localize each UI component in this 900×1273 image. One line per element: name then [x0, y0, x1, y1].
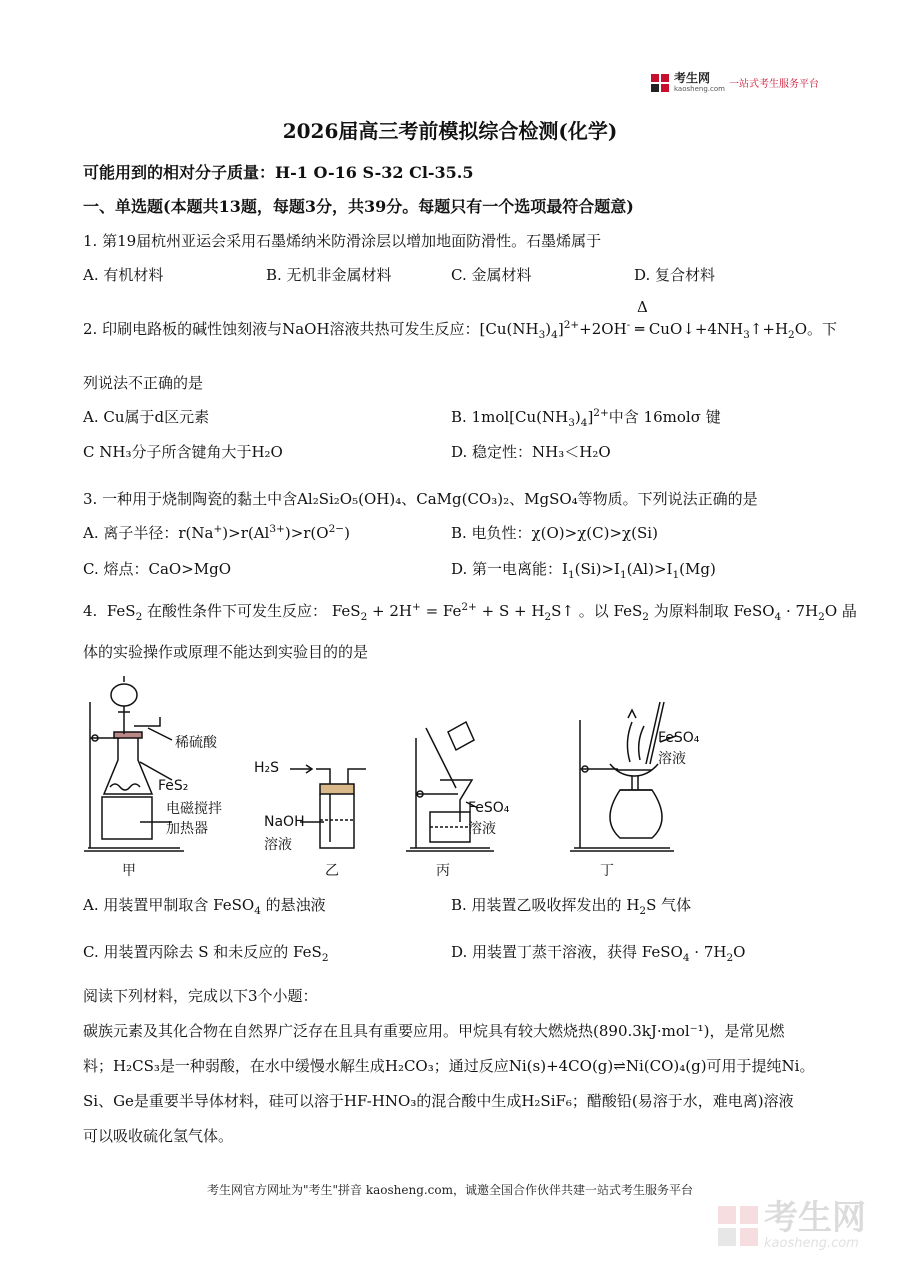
q2-option-b: B. $1mol[Cu(NH_3)_4]^{2+}$中含 16molσ 键	[451, 407, 721, 429]
passage-line-1: 碳族元素及其化合物在自然界广泛存在且具有重要应用。甲烷具有较大燃烧热(890.3kJ·mol⁻¹)，是常见燃	[83, 1022, 785, 1040]
q2-stem	[83, 298, 838, 341]
watermark-url: kaosheng.com	[764, 1236, 859, 1251]
label-stirrer-1: 电磁搅拌	[166, 801, 222, 817]
kaosheng-logo-icon	[651, 74, 671, 92]
caption-ding: 丁	[600, 863, 614, 879]
q4-stem: 4. FeS$_2$ 在酸性条件下可发生反应： $FeS_2 + 2H^+ = Fe^{2+} + S$ + $H_2S↑$ 。以 FeS$_2$ 为原料制取 FeSO$_4$ · $7H_2O$ 晶	[83, 601, 857, 623]
q3-option-b: B. 电负性：χ(O)>χ(C)>χ(Si)	[451, 524, 658, 542]
apparatus-yi	[290, 765, 366, 848]
q1-option-d: D. 复合材料	[634, 266, 716, 284]
q4-option-a: A. 用装置甲制取含 FeSO$_4$ 的悬浊液	[83, 896, 326, 917]
q2-stem-cont: 列说法不正确的是	[83, 374, 204, 392]
q1-option-a: A. 有机材料	[83, 266, 164, 284]
q2-option-d: D. 稳定性：NH₃＜H₂O	[451, 443, 611, 461]
label-dilute-acid: 稀硫酸	[175, 735, 217, 751]
logo-name: 考生网	[674, 71, 711, 85]
q4-option-b: B. 用装置乙吸收挥发出的 $H_2S$ 气体	[451, 896, 692, 917]
watermark	[718, 1200, 866, 1251]
q1-option-c: C. 金属材料	[451, 266, 532, 284]
q4-option-c: C. 用装置丙除去 S 和未反应的 FeS$_2$	[83, 943, 329, 964]
logo-url: kaosheng.com	[674, 85, 725, 93]
label-fes2: FeS₂	[158, 778, 189, 794]
brand-logo	[651, 72, 819, 93]
q2-stem-prefix: 2. 印刷电路板的碱性蚀刻液与NaOH溶液共热可发生反应：	[83, 320, 480, 338]
label-naoh: NaOH	[264, 814, 305, 830]
watermark-text: 考生网	[764, 1198, 866, 1238]
q2-option-c: C NH₃分子所含键角大于H₂O	[83, 443, 283, 461]
label-bing-feso4: FeSO₄	[468, 800, 510, 816]
logo-slogan: 一站式考生服务平台	[728, 79, 819, 90]
q4-option-d: D. 用装置丁蒸干溶液，获得 FeSO$_4$ · $7H_2O$	[451, 943, 746, 964]
apparatus-ding	[570, 702, 676, 851]
label-ding-feso4: FeSO₄	[658, 730, 700, 746]
label-ding-solution: 溶液	[658, 751, 686, 767]
page-title: 2026届高三考前模拟综合检测(化学)	[282, 119, 618, 143]
q2-delta: Δ	[637, 298, 648, 316]
q1-stem: 1. 第19届杭州亚运会采用石墨烯纳米防滑涂层以增加地面防滑性。石墨烯属于	[83, 232, 602, 250]
q1-option-b: B. 无机非金属材料	[266, 266, 392, 284]
caption-yi: 乙	[325, 863, 339, 879]
caption-bing: 丙	[436, 863, 450, 879]
label-naoh-solution: 溶液	[264, 837, 292, 853]
atomic-masses: 可能用到的相对分子质量：H-1 O-16 S-32 Cl-35.5	[83, 163, 474, 182]
caption-jia: 甲	[122, 863, 136, 879]
q2-option-a: A. Cu属于d区元素	[83, 408, 210, 426]
q3-option-c: C. 熔点：CaO>MgO	[83, 560, 232, 578]
label-bing-solution: 溶液	[468, 821, 496, 837]
q4-stem-line2: 体的实验操作或原理不能达到实验目的的是	[83, 643, 369, 661]
q3-option-d: D. 第一电离能：$I_1(Si)>I_1(Al)>I_1(Mg)$	[451, 560, 716, 581]
label-stirrer-2: 加热器	[166, 821, 208, 837]
q3-stem: 3. 一种用于烧制陶瓷的黏土中含Al₂Si₂O₅(OH)₄、CaMg(CO₃)₂、MgSO₄等物质。下列说法正确的是	[83, 490, 758, 508]
label-h2s: H₂S	[254, 760, 280, 776]
passage-line-3: Si、Ge是重要半导体材料，硅可以溶于HF-HNO₃的混合酸中生成H₂SiF₆；醋酸铅(易溶于水，难电离)溶液	[83, 1092, 794, 1110]
passage-line-2: 料；H₂CS₃是一种弱酸，在水中缓慢水解生成H₂CO₃；通过反应Ni(s)+4CO(g)⇌Ni(CO)₄(g)可用于提纯Ni。	[83, 1057, 815, 1075]
reading-intro: 阅读下列材料，完成以下3个小题：	[83, 987, 318, 1005]
q4-apparatus-diagram	[80, 672, 740, 882]
q3-option-a: A. 离子半径：$r(Na^+)>r(Al^{3+})>r(O^{2-})$	[83, 523, 350, 542]
q2-equation: $[Cu(NH_3)_4]^{2+}+2OH^-$ Δ ═ $CuO↓+4NH_3↑+H_2O$。下	[479, 298, 838, 341]
page-footer: 考生网官方网址为"考生"拼音 kaosheng.com，诚邀全国合作伙伴共建一站式考生服务平台	[206, 1183, 694, 1197]
passage-line-4: 可以吸收硫化氢气体。	[83, 1127, 234, 1145]
section-heading: 一、单选题(本题共13题，每题3分，共39分。每题只有一个选项最符合题意)	[83, 197, 634, 216]
watermark-logo-icon	[718, 1206, 758, 1246]
